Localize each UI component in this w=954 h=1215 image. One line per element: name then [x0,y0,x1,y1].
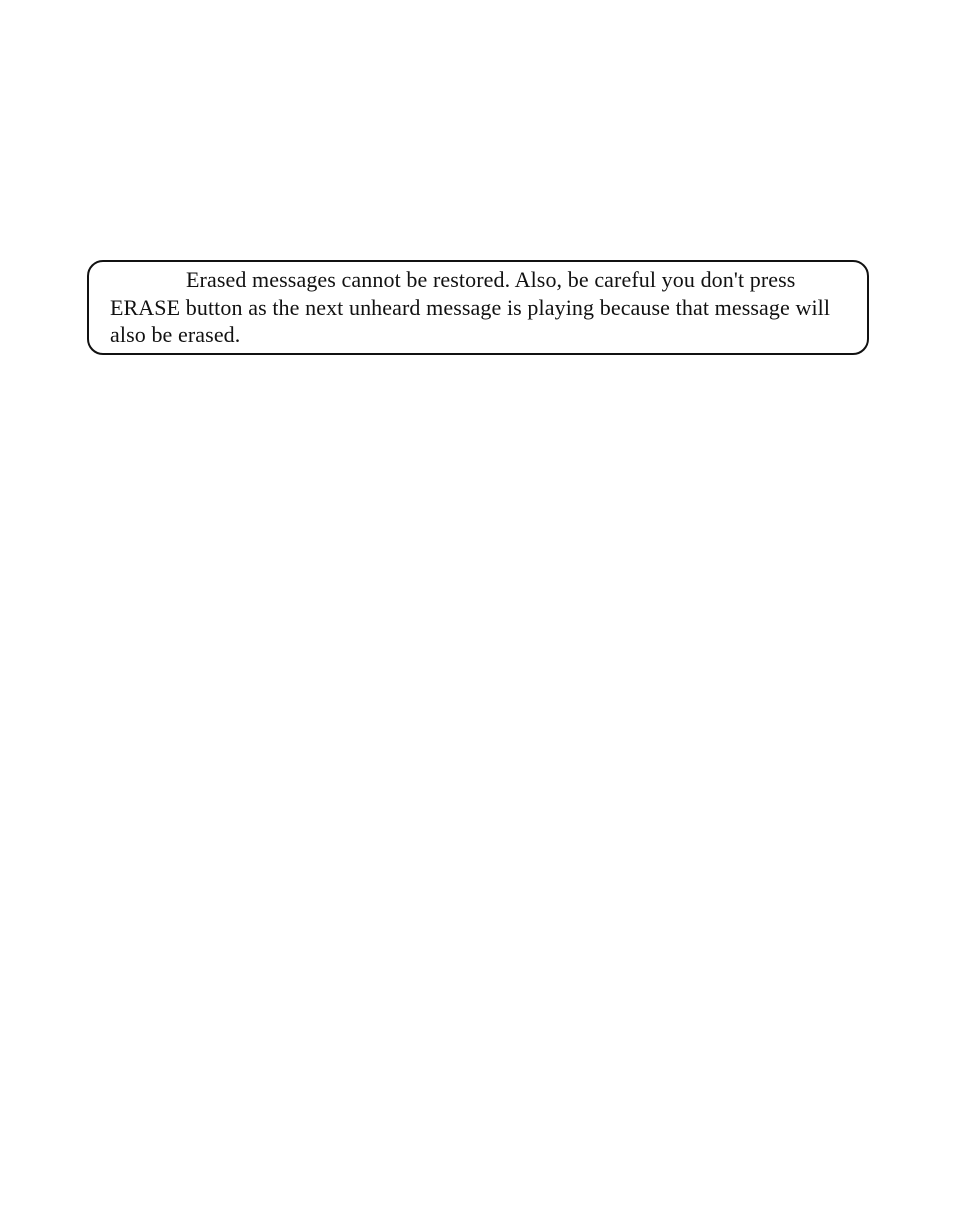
caution-notice-text: Erased messages cannot be restored. Also, be careful you don't press ERASE button as the next unheard message is playing because that message will also be erased. [110,267,831,347]
caution-notice-box [87,260,869,355]
